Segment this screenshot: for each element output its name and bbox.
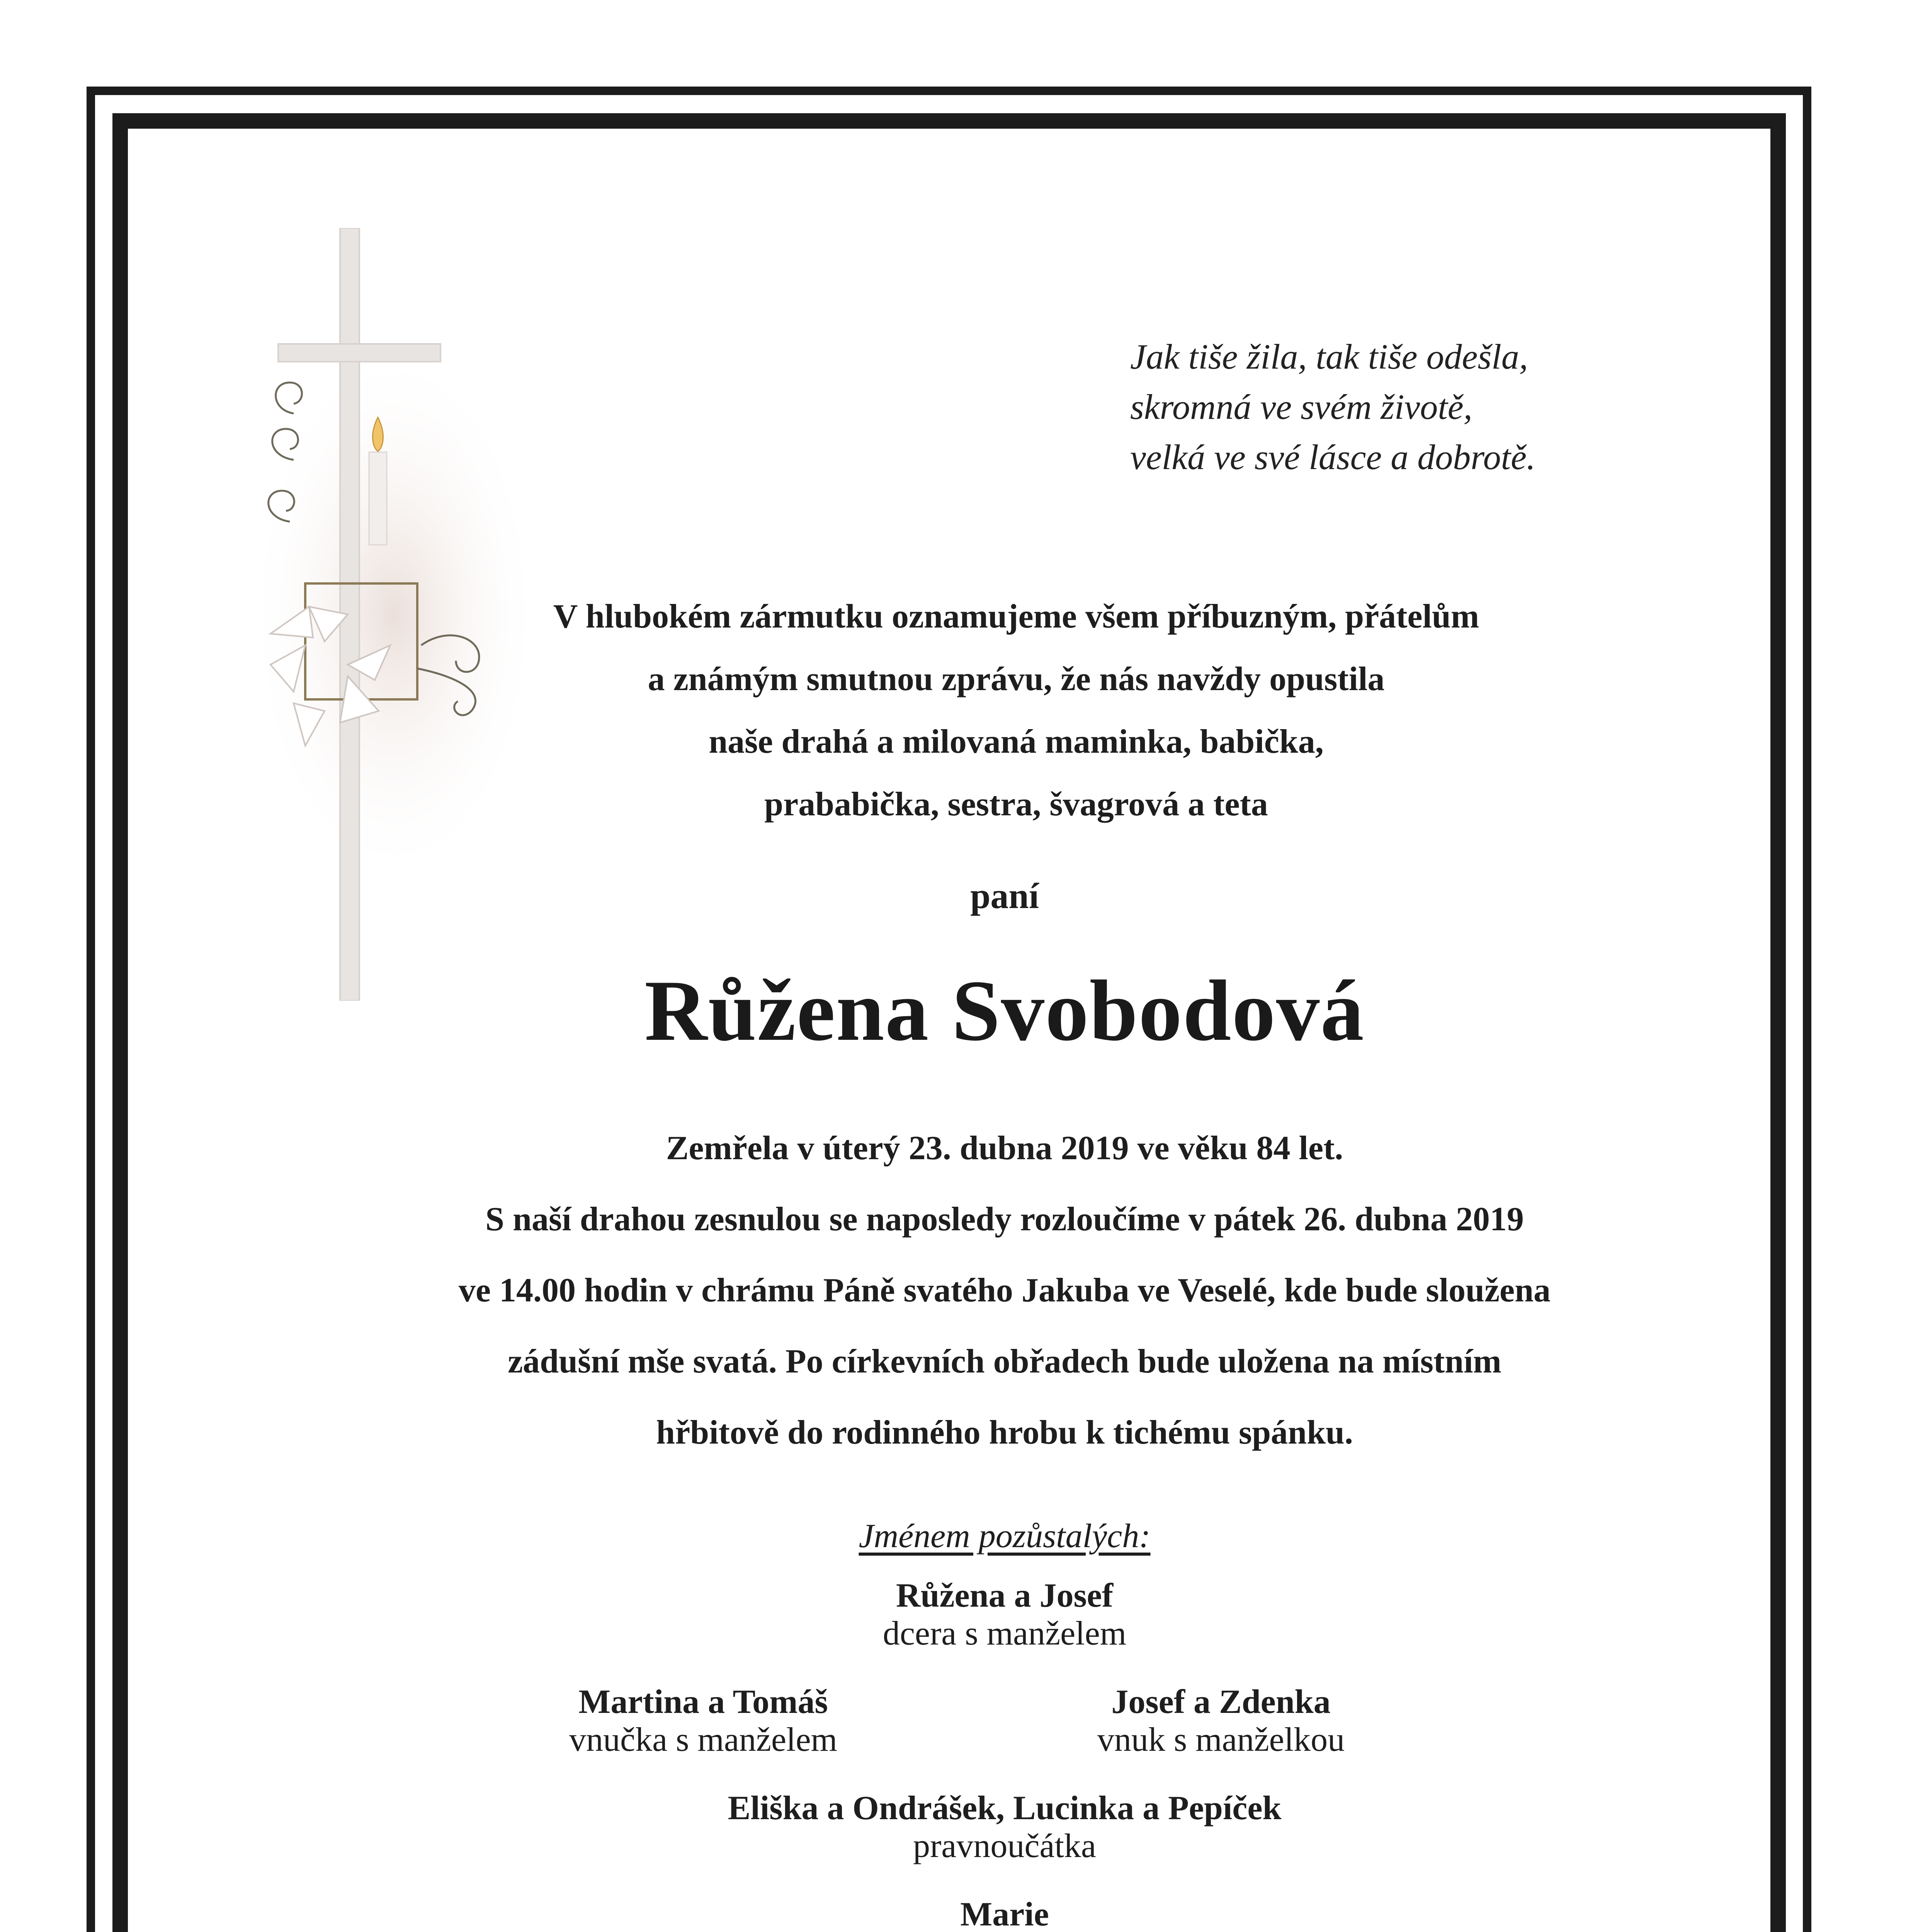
mourner-names: Marie [960,1896,1049,1932]
details-line: Zemřela v úterý 23. dubna 2019 ve věku 84 let. [666,1129,1343,1167]
poem-line: skromná ve svém životě, [1130,387,1473,427]
poem [1130,332,1671,482]
mourner-group [193,1895,1816,1932]
mourner-names: Martina a Tomáš [578,1683,828,1721]
mourner-names: Růžena a Josef [896,1577,1114,1614]
mourner-names: Josef a Zdenka [1111,1683,1331,1721]
details-line: zádušní mše svatá. Po církevních obřadech bude uložena na místním [508,1343,1501,1380]
poem-line: Jak tiše žila, tak tiše odešla, [1130,337,1528,376]
deceased-name: Růžena Svobodová [644,962,1365,1059]
mourner-group [193,1577,1816,1652]
mourner-relation: vnučka s manželem [569,1721,837,1759]
mourner-group [193,1789,1816,1865]
mourner-group [471,1683,935,1759]
announcement [193,585,1816,836]
details-line: ve 14.00 hodin v chrámu Páně svatého Jakuba ve Veselé, kde bude sloužena [458,1272,1551,1309]
announcement-line: prababička, sestra, švagrová a teta [764,786,1268,823]
details-line: S naší drahou zesnulou se naposledy rozloučíme v pátek 26. dubna 2019 [485,1201,1524,1238]
mourners-heading: Jménem pozůstalých: [859,1517,1151,1555]
poem-line: velká ve své lásce a dobrotě. [1130,437,1536,477]
mourner-relation: dcera s manželem [882,1615,1127,1652]
mourner-relation: pravnoučátka [913,1827,1096,1865]
mourner-relation: vnuk s manželkou [1097,1721,1345,1759]
mourner-group [989,1683,1453,1759]
announcement-line: naše drahá a milovaná maminka, babička, [709,723,1324,760]
announcement-line: a známým smutnou zprávu, že nás navždy opustila [648,660,1385,698]
details-line: hřbitově do rodinného hrobu k tichému spánku. [656,1414,1353,1451]
announcement-line: V hlubokém zármutku oznamujeme všem příbuzným, přátelům [553,598,1479,635]
mourner-names: Eliška a Ondrášek, Lucinka a Pepíček [728,1789,1282,1827]
title-word: paní [970,876,1039,916]
funeral-details [193,1113,1816,1468]
